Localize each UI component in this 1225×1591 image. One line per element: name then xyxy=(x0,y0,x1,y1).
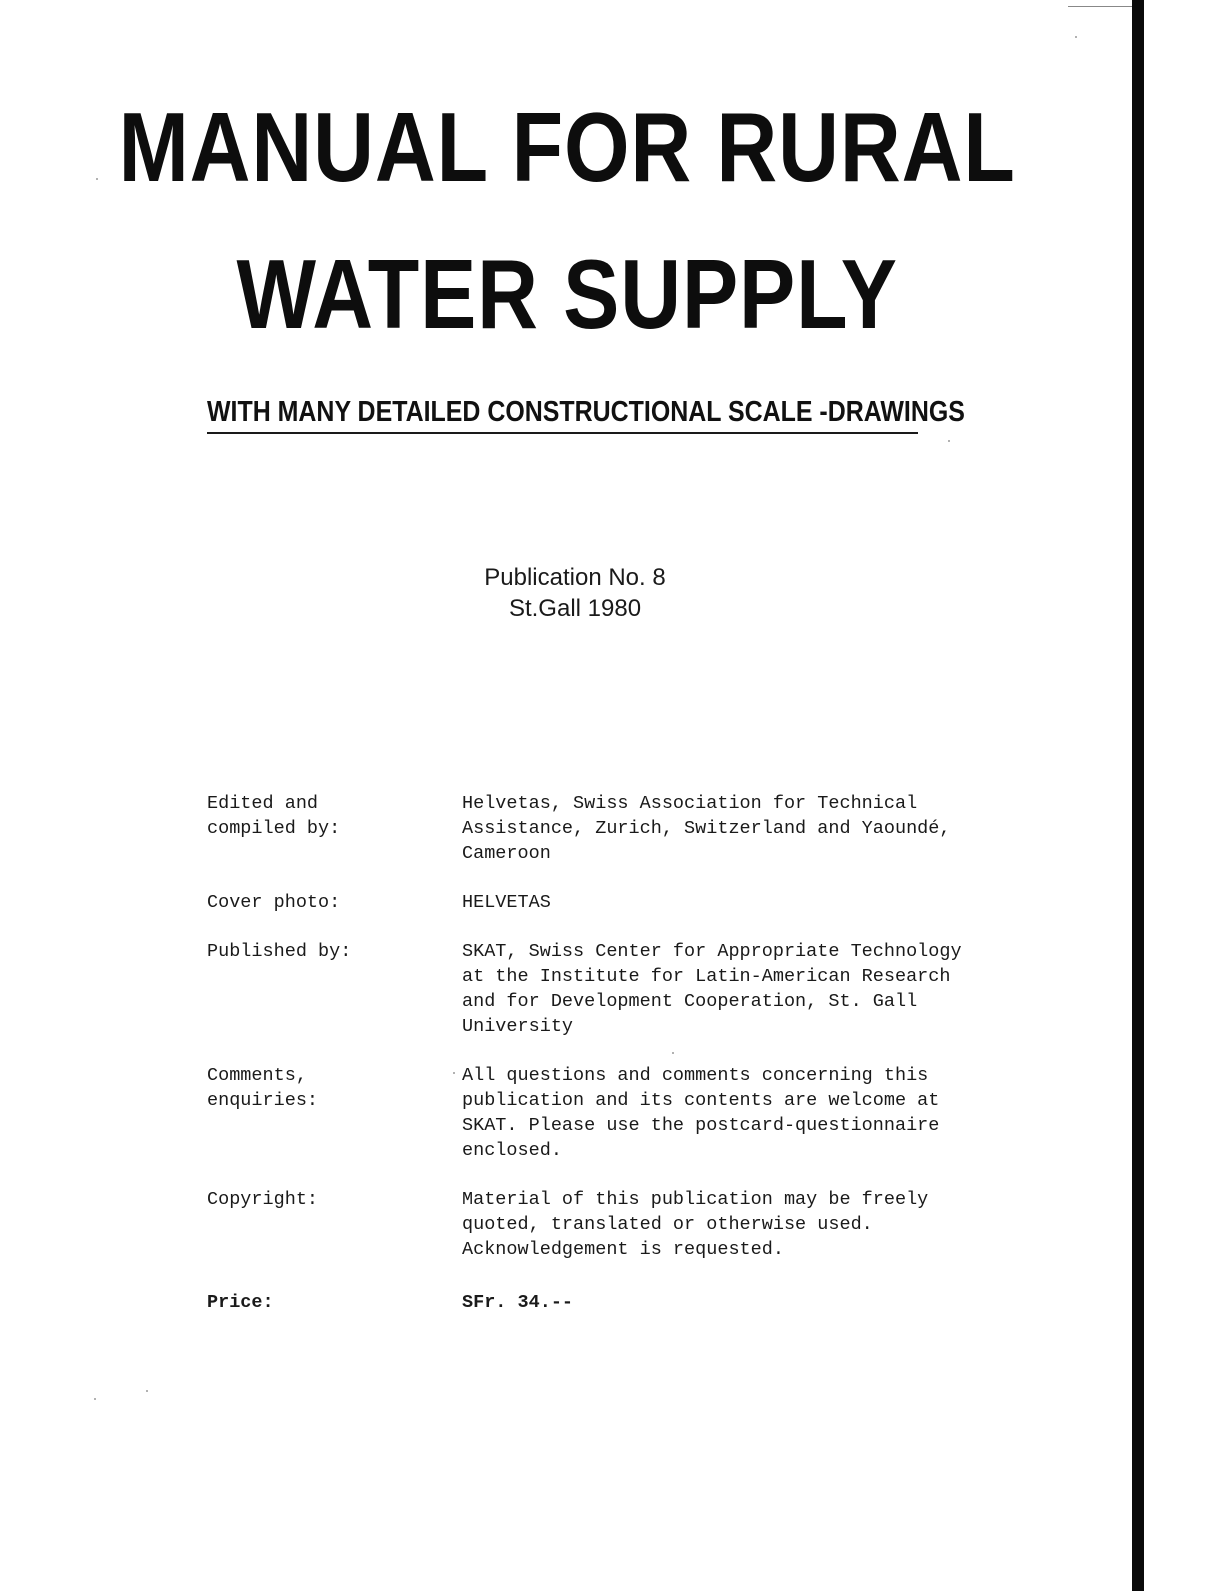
scan-speck xyxy=(1075,36,1077,38)
detail-value: SKAT, Swiss Center for Appropriate Technology at the Institute for Latin-American Research and for Development Cooperation, St. Gall University xyxy=(462,941,962,1037)
detail-value: Helvetas, Swiss Association for Technical Assistance, Zurich, Switzerland and Yaoundé, Cameroon xyxy=(462,793,951,864)
title-line-1: MANUAL FOR RURAL xyxy=(118,92,1016,202)
scan-speck xyxy=(948,440,950,442)
scan-speck xyxy=(96,178,98,180)
scan-border-bar xyxy=(1132,0,1144,1591)
publication-info xyxy=(440,562,710,624)
scan-speck xyxy=(453,1072,455,1074)
title-line-2: WATER SUPPLY xyxy=(236,239,898,349)
publication-place-year: St.Gall 1980 xyxy=(508,595,642,622)
scan-speck xyxy=(672,1052,674,1054)
page-edge-mark xyxy=(1068,6,1138,7)
detail-value: HELVETAS xyxy=(462,892,551,913)
detail-value: SFr. 34.-- xyxy=(462,1292,574,1313)
detail-value: All questions and comments concerning this publication and its contents are welcome at SKAT. Please use the postcard-questionnaire enclosed. xyxy=(462,1065,940,1161)
detail-value: Material of this publication may be freely quoted, translated or otherwise used. Acknowledgement is requested. xyxy=(462,1189,929,1260)
subtitle-underline xyxy=(207,432,918,434)
detail-label: Edited and compiled by: xyxy=(207,793,341,839)
detail-label: Copyright: xyxy=(207,1189,319,1210)
detail-label: Comments, enquiries: xyxy=(207,1065,319,1111)
subtitle: WITH MANY DETAILED CONSTRUCTIONAL SCALE -DRAWINGS xyxy=(207,396,965,428)
detail-label: Price: xyxy=(207,1292,274,1313)
publication-number: Publication No. 8 xyxy=(484,564,666,591)
scan-speck xyxy=(146,1390,148,1392)
detail-label: Cover photo: xyxy=(207,892,341,913)
detail-label: Published by: xyxy=(207,941,352,962)
scan-speck xyxy=(94,1398,96,1400)
